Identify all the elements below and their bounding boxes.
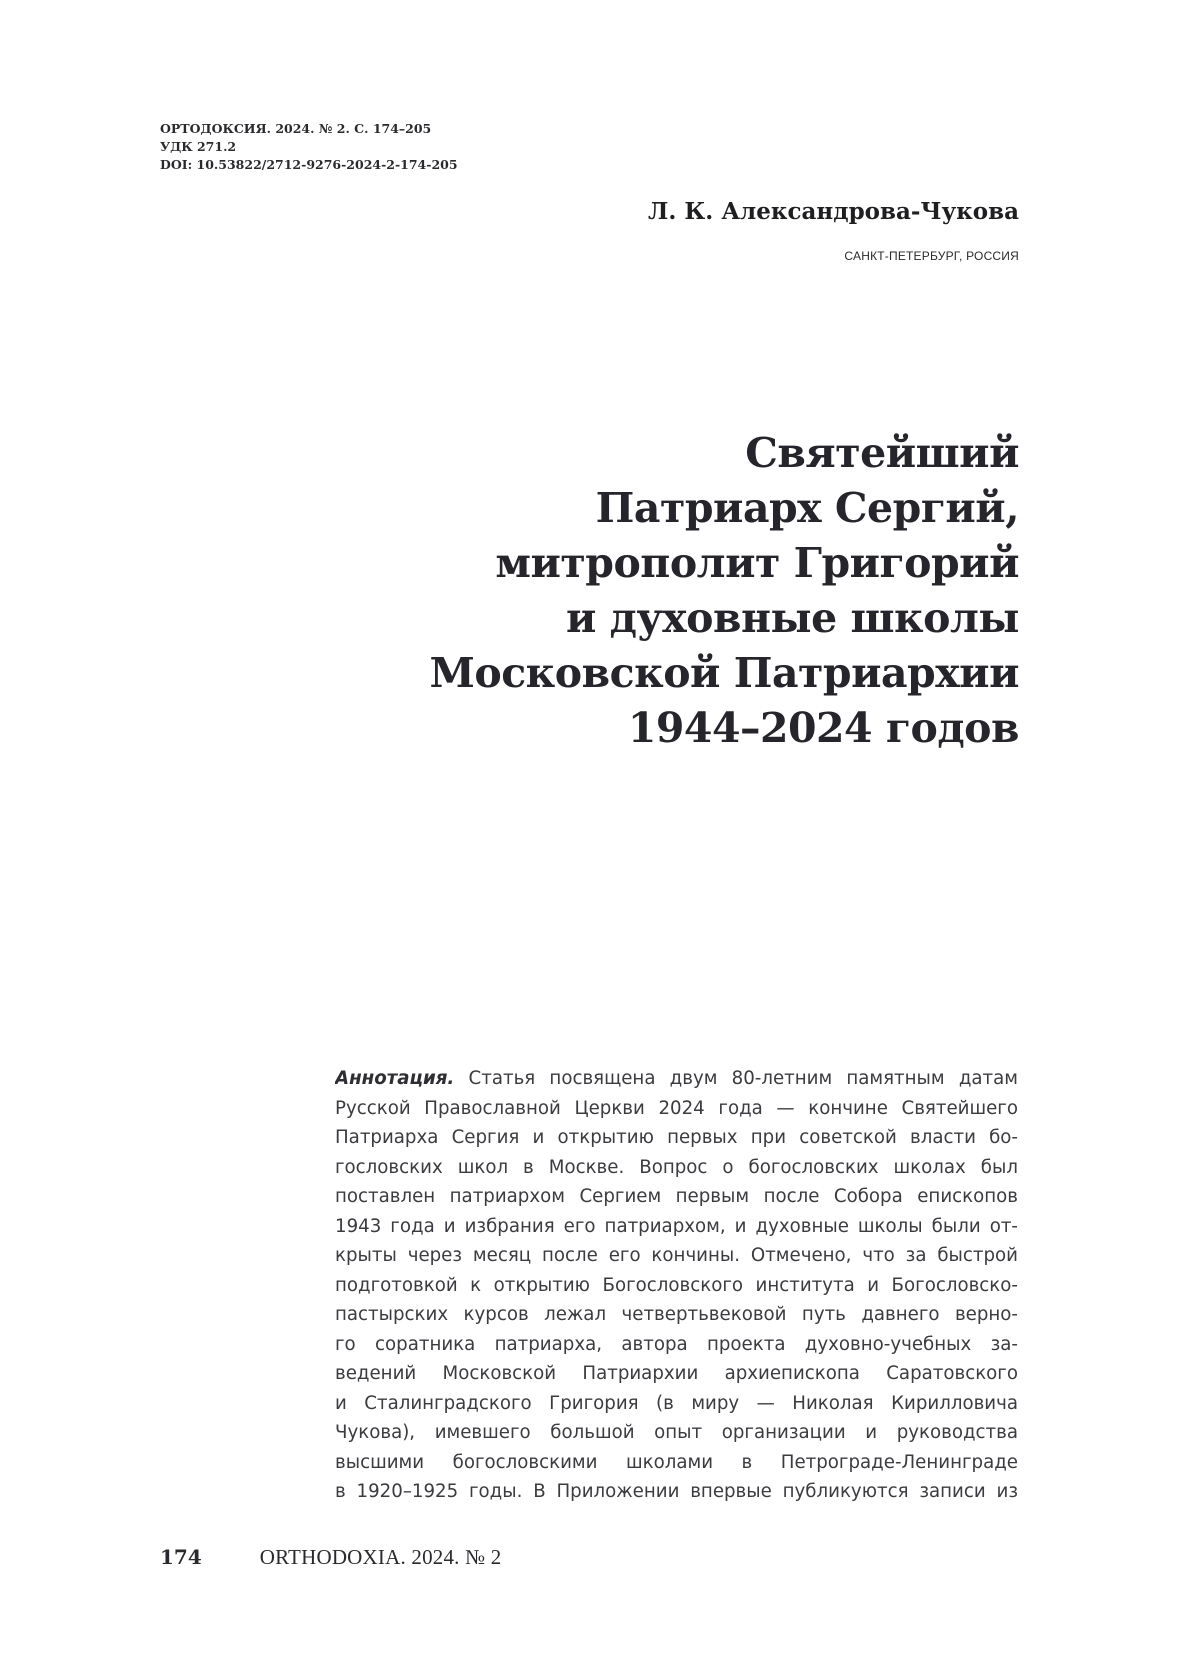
title-line: Патриарх Сергий, — [595, 484, 1019, 532]
abstract-line: гословских школ в Москве. Вопрос о богословских школах был — [335, 1156, 1018, 1178]
abstract-line: Патриарха Сергия и открытию первых при советской власти бо- — [335, 1127, 1018, 1148]
title-line: 1944–2024 годов — [627, 704, 1019, 752]
abstract-line: крыты через месяц после его кончины. Отмечено, что за быстрой — [335, 1245, 1018, 1266]
abstract-line: Чукова), имевшего большой опыт организации и руководства — [335, 1422, 1018, 1443]
title-line: митрополит Григорий — [495, 539, 1019, 587]
author-location: САНКТ-ПЕТЕРБУРГ, РОССИЯ — [844, 249, 1019, 263]
abstract-line: ведений Московской Патриархии архиепископа Саратовского — [335, 1363, 1018, 1384]
abstract-line: высшими богословскими школами в Петрограде-Ленинграде — [335, 1451, 1018, 1473]
citation-line: ОРТОДОКСИЯ. 2024. № 2. С. 174–205 — [160, 121, 432, 136]
abstract-line: го соратника патриарха, автора проекта духовно-учебных за- — [335, 1333, 1018, 1355]
journal-running-title: ORTHODOXIA. 2024. № 2 — [259, 1545, 502, 1569]
abstract-line: в 1920–1925 годы. В Приложении впервые публикуются записи из — [335, 1481, 1018, 1502]
article-metadata — [160, 120, 458, 174]
title-line: Московской Патриархии — [429, 649, 1019, 697]
title-line: Святейший — [745, 429, 1019, 477]
abstract-line: поставлен патриархом Сергием первым после Собора епископов — [335, 1186, 1018, 1207]
abstract-line: и Сталинградского Григория (в миру — Николая Кирилловича — [335, 1392, 1018, 1414]
page-number: 174 — [160, 1545, 202, 1569]
abstract-label: Аннотация. — [335, 1068, 455, 1089]
article-title — [319, 426, 1019, 756]
abstract-line: пастырских курсов лежал четвертьвековой путь давнего верно- — [335, 1304, 1018, 1325]
abstract-line — [335, 1064, 1018, 1094]
page-footer — [160, 1544, 501, 1571]
abstract-line: подготовкой к открытию Богословского института и Богословско- — [335, 1274, 1018, 1296]
abstract-line: Русской Православной Церкви 2024 года — кончине Святейшего — [335, 1097, 1018, 1119]
abstract — [335, 1064, 1018, 1507]
doi-line: DOI: 10.53822/2712-9276-2024-2-174-205 — [160, 157, 458, 172]
abstract-line: 1943 года и избрания его патриархом, и духовные школы были от- — [335, 1215, 1018, 1237]
abstract-line-text: Статья посвящена двум 80-летним памятным датам — [468, 1068, 1018, 1089]
udc-line: УДК 271.2 — [160, 139, 237, 154]
author-name: Л. К. Александрова-Чукова — [648, 198, 1019, 225]
title-line: и духовные школы — [565, 594, 1019, 642]
